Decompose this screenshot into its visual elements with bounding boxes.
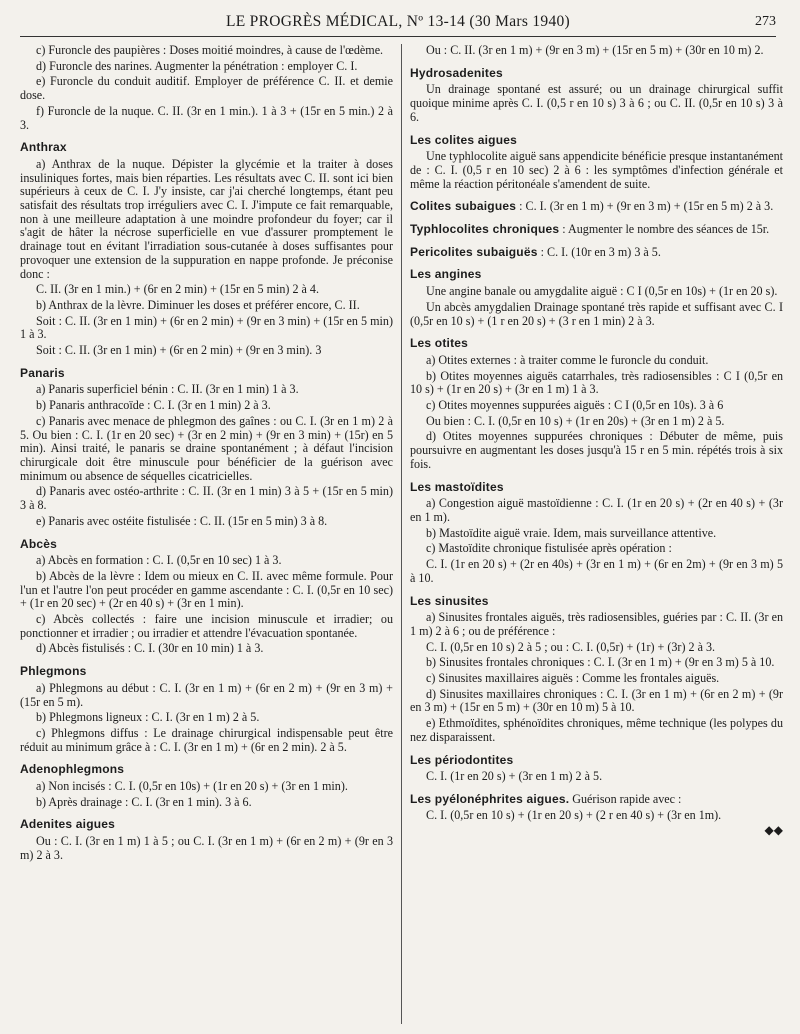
paragraph: b) Abcès de la lèvre : Idem ou mieux en C. II. avec même formule. Pour l'un et l'autre l'on peut procéder en gamme ascendante : C. I. (0,5r en 10 sec) + (1r en 20 sec) + (2r en 40 s) + (3r en 1 min). [20,568,393,611]
paragraph: a) Otites externes : à traiter comme le furoncle du conduit. [426,352,709,367]
paragraph: c) Mastoïdite chronique fistulisée après opération : [426,541,672,556]
section-angines [410,268,783,328]
paragraph: d) Sinusites maxillaires chroniques : C. I. (3r en 1 m) + (6r en 2 m) + (9r en 3 m) + (15r en 5 m) + (30r en 10 m) 5 à 10. [410,686,783,715]
section-mastoidites [410,481,783,586]
paragraph: Un drainage spontané est assuré; ou un drainage chirurgical suffit quoique minime après C. I. (0,5 r en 10 s) 3 à 6 ; ou C. II. (0,5r en 10 s) 3 à 6. [410,82,783,124]
section-heading: Pericolites subaiguës [410,244,538,259]
paragraph: a) Abcès en formation : C. I. (0,5r en 10 sec) 1 à 3. [36,553,282,568]
section-heading: Typhlocolites chroniques [410,222,560,237]
section-typhlocolites [410,223,783,237]
paragraph: Un abcès amygdalien Drainage spontané très rapide et suffisant avec C. I (0,5r en 10 s) + (1 r en 20 s) + (3 r en 1 min) 2 à 3. [410,299,783,328]
section-colites-subaigues [410,200,783,214]
paragraph: C. I. (0,5r en 10 s) + (1r en 20 s) + (2 r en 40 s) + (3r en 1m). [426,807,722,822]
paragraph: e) Furoncle du conduit auditif. Employer de préférence C. II. et demie dose. [20,74,393,103]
section-adenites [20,818,393,862]
right-column [410,44,783,1028]
paragraph: a) Sinusites frontales aiguës, très radiosensibles, guéries par : C. II. (3r en 1 m) 2 à 6 ; ou de préférence : [410,610,783,638]
paragraph-text: : Augmenter le nombre des séances de 15r. [562,222,770,237]
paragraph: b) Otites moyennes aiguës catarrhales, très radiosensibles : C I (0,5r en 10 s) + (1r en 20 s) + (3r en 1 m) 1 à 3. [410,368,783,397]
paragraph: b) Anthrax de la lèvre. Diminuer les doses et préférer encore, C. II. [36,297,360,312]
section-heading: Les pyélonéphrites aigues. [410,791,570,806]
section-abces [20,538,393,657]
section-panaris [20,367,393,529]
section-heading: Les otites [410,336,469,351]
paragraph: a) Anthrax de la nuque. Dépister la glycémie et la traiter à doses insuliniques fortes, mais bien réparties. Les résultats avec C. II. sont ici bien supérieurs à ceux de C. I. J'y insiste, car j'ai cherché longtemps, étant peu satisfait des résultats trop irréguliers avec C. I. J'impute ce fait remarquable, non à une meilleure adaptation à une moindre profondeur du foyer; car il s'agit de hâter la nécrose superficielle en vue d'assurer promptement le drainage tout en évitant l'irradiation sous-cutanée à doses suffisantes pour provoquer une extension de la suppuration en nappe profonde. Je préconise donc : [20,156,393,281]
paragraph: c) Phlegmons diffus : Le drainage chirurgical indispensable peut être réduit au minimum grâce à : C. I. (3r en 1 m) + (6r en 2 min). 2 à 5. [20,725,393,754]
paragraph: Une typhlocolite aiguë sans appendicite bénéficie presque instantanément de : C. I. (0,5 r en 10 sec) 2 à 6 : les symptômes d'infection générale et même la réaction péritonéale s'amendent de suite. [410,149,783,191]
paragraph [410,246,783,260]
section-continuation [410,44,783,58]
section-heading: Hydrosadenites [410,65,503,80]
paragraph: c) Panaris avec menace de phlegmon des gaînes : ou C. I. (3r en 1 m) 2 à 5. Ou bien : C. I. (1r en 20 sec) + (3r en 2 min) + (9r en 3 min) + (15r) en 5 min). Ainsi traité, le panaris se draine spontanément ; à défaut l'incision chirurgicale doit être minuscule pour bénéficier de la guérison avec minimum ou absence de séquelles cicatricielles. [20,413,393,483]
paragraph: b) Sinusites frontales chroniques : C. I. (3r en 1 m) + (9r en 3 m) 5 à 10. [426,655,775,670]
column-divider [401,44,402,1024]
section-pyelonephrites [410,793,783,838]
paragraph: d) Panaris avec ostéo-arthrite : C. II. (3r en 1 min) 3 à 5 + (15r en 5 min) 3 à 8. [20,484,393,513]
section-heading: Phlegmons [20,664,87,679]
section-phlegmons [20,665,393,754]
journal-title: LE PROGRÈS MÉDICAL, Nº 13-14 (30 Mars 1940) [225,13,571,30]
paragraph: Soit : C. II. (3r en 1 min) + (6r en 2 min) + (9r en 3 min). 3 [36,343,322,358]
paragraph: Ou bien : C. I. (0,5r en 10 s) + (1r en 20s) + (3r en 1 m) 2 à 5. [426,413,725,428]
section-otites [410,337,783,471]
paragraph: b) Phlegmons ligneux : C. I. (3r en 1 m) 2 à 5. [36,710,260,725]
paragraph: Ou : C. II. (3r en 1 m) + (9r en 3 m) + (15r en 5 m) + (30r en 10 m) 2. [426,44,764,57]
section-furoncle [20,44,393,132]
section-heading: Les angines [410,267,482,282]
paragraph: d) Furoncle des narines. Augmenter la pénétration : employer C. I. [36,58,358,73]
paragraph: a) Non incisés : C. I. (0,5r en 10s) + (1r en 20 s) + (3r en 1 min). [36,779,348,794]
paragraph: c) Otites moyennes suppurées aiguës : C I (0,5r en 10s). 3 à 6 [426,398,724,413]
paragraph: a) Panaris superficiel bénin : C. II. (3r en 1 min) 1 à 3. [36,382,299,397]
section-heading: Les périodontites [410,752,514,767]
paragraph-text: Guérison rapide avec : [572,791,682,806]
page-number: 273 [755,14,776,29]
page-header [20,6,776,37]
paragraph: Une angine banale ou amygdalite aiguë : C I (0,5r en 10s) + (1r en 20 s). [426,284,778,299]
paragraph-text: : C. I. (10r en 3 m) 3 à 5. [540,244,661,259]
paragraph [410,200,783,214]
section-heading: Adenophlegmons [20,762,125,777]
section-heading: Anthrax [20,140,67,155]
paragraph: e) Ethmoïdites, sphénoïdites chroniques, même technique (les polypes du nez disparaissent. [410,716,783,744]
section-heading: Colites subaigues [410,199,517,214]
section-hydrosadenites [410,67,783,125]
paragraph: C. I. (1r en 20 s) + (2r en 40s) + (3r en 1 m) + (6r en 2m) + (9r en 3 m) 5 à 10. [410,557,783,585]
section-colites [410,134,783,192]
end-ornament: ◆◆ [764,823,783,838]
paragraph: C. II. (3r en 1 min.) + (6r en 2 min) + (15r en 5 min) 2 à 4. [36,282,319,297]
section-heading: Les colites aigues [410,132,517,147]
paragraph: C. I. (1r en 20 s) + (3r en 1 m) 2 à 5. [426,769,603,784]
section-heading: Abcès [20,536,58,551]
paragraph [410,793,783,807]
section-anthrax [20,141,393,358]
paragraph [410,223,783,237]
section-heading: Les mastoïdites [410,479,504,494]
paragraph: a) Congestion aiguë mastoïdienne : C. I. (1r en 20 s) + (2r en 40 s) + (3r en 1 m). [410,496,783,524]
section-pericolites [410,246,783,260]
paragraph: b) Après drainage : C. I. (3r en 1 min). 3 à 6. [36,794,252,809]
paragraph: c) Furoncle des paupières : Doses moitié moindres, à cause de l'œdème. [36,44,384,57]
left-column [20,44,393,1028]
paragraph: Soit : C. II. (3r en 1 min) + (6r en 2 min) + (9r en 3 min) + (15r en 5 min) 1 à 3. [20,313,393,342]
paragraph: d) Otites moyennes suppurées chroniques : Débuter de même, puis poursuivre en augmentant les doses jusqu'à 15 r en 5 min. répétés trois à six fois. [410,429,783,471]
paragraph: f) Furoncle de la nuque. C. II. (3r en 1 min.). 1 à 3 + (15r en 5 min.) 2 à 3. [20,103,393,132]
paragraph: c) Sinusites maxillaires aiguës : Comme les frontales aiguës. [426,671,720,686]
section-heading: Panaris [20,365,65,380]
section-heading: Les sinusites [410,593,489,608]
paragraph: b) Panaris anthracoïde : C. I. (3r en 1 min) 2 à 3. [36,398,271,413]
paragraph: b) Mastoïdite aiguë vraie. Idem, mais surveillance attentive. [426,525,717,540]
paragraph: a) Phlegmons au début : C. I. (3r en 1 m) + (6r en 2 m) + (9r en 3 m) + (15r en 5 m). [20,680,393,709]
section-adenophlegmons [20,763,393,809]
paragraph: d) Abcès fistulisés : C. I. (30r en 10 min) 1 à 3. [36,641,264,656]
section-periodontites [410,754,783,784]
paragraph: C. I. (0,5r en 10 s) 2 à 5 ; ou : C. I. (0,5r) + (1r) + (3r) 2 à 3. [426,639,716,654]
paragraph: Ou : C. I. (3r en 1 m) 1 à 5 ; ou C. I. (3r en 1 m) + (6r en 2 m) + (9r en 3 m) 2 à 3. [20,834,393,862]
paragraph: e) Panaris avec ostéite fistulisée : C. II. (15r en 5 min) 3 à 8. [36,513,328,528]
section-sinusites [410,595,783,745]
paragraph: c) Abcès collectés : faire une incision minuscule et irradier; ou ponctionner et irradier ; ou irradier et attendre l'évacuation spontanée. [20,612,393,640]
section-heading: Adenites aigues [20,817,116,832]
paragraph-text: : C. I. (3r en 1 m) + (9r en 3 m) + (15r en 5 m) 2 à 3. [519,199,774,214]
